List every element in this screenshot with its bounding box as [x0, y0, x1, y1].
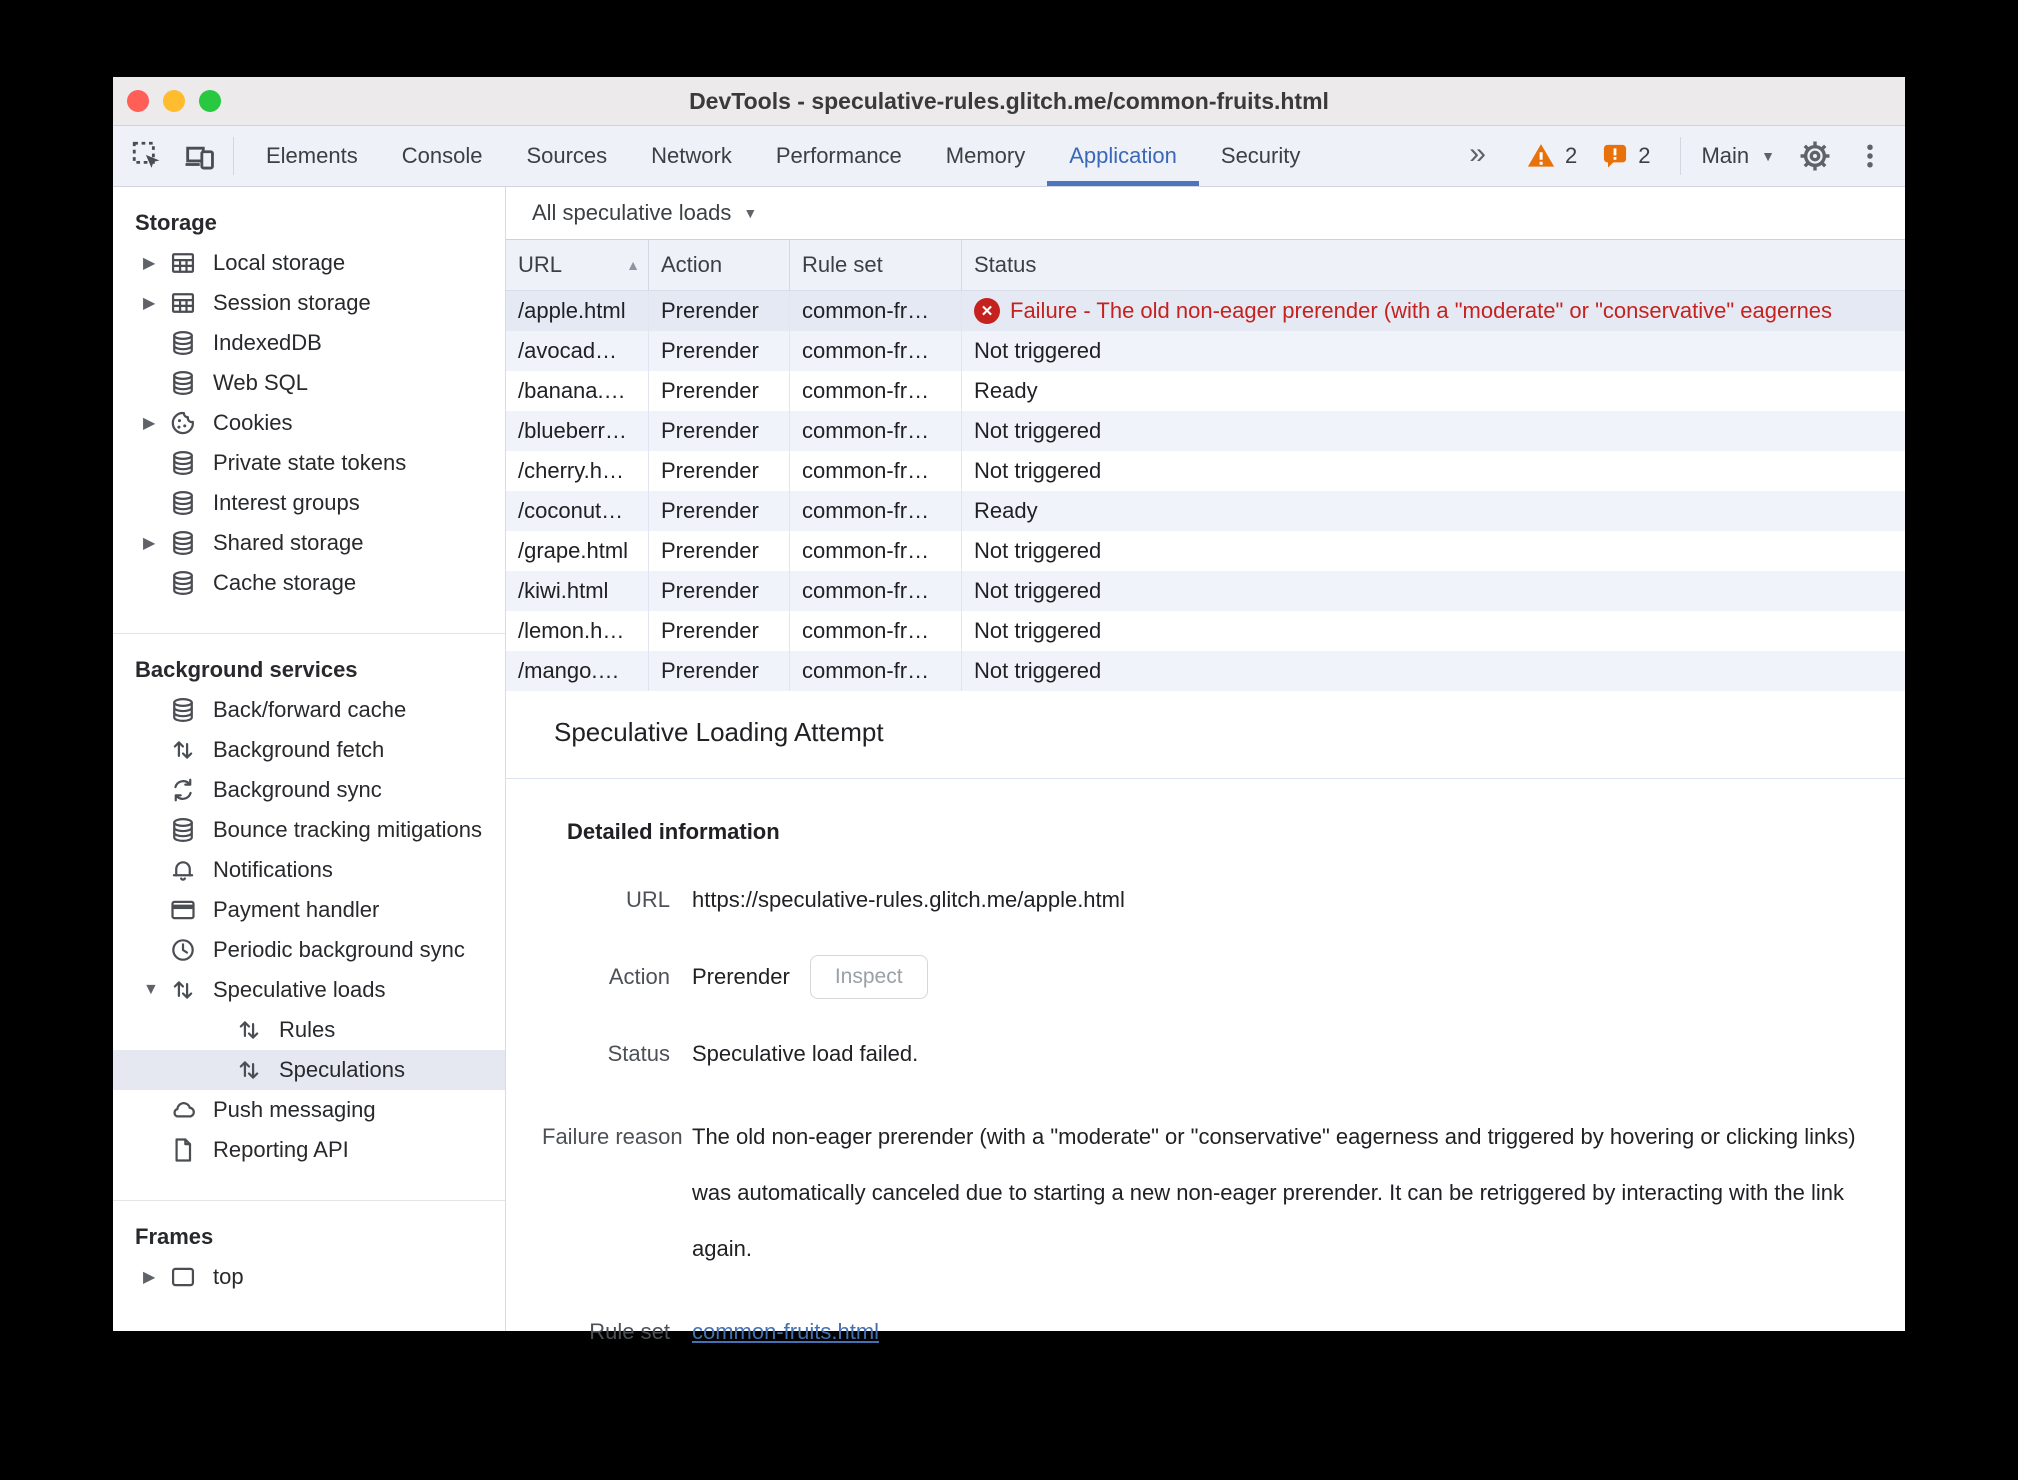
speculations-table-body — [506, 291, 1905, 686]
cell-status — [962, 571, 1905, 611]
cell-url: /kiwi.html — [506, 571, 649, 611]
sidebar-item-label: Payment handler — [213, 897, 380, 922]
issues-icon — [1601, 142, 1629, 170]
table-row[interactable] — [506, 491, 1905, 531]
sidebar-item-interest-groups[interactable] — [113, 483, 505, 523]
tab-elements[interactable]: Elements — [266, 143, 358, 168]
sidebar-item-label: Back/forward cache — [213, 697, 407, 722]
cell-url: /lemon.h… — [506, 611, 649, 651]
toolbar-separator — [233, 137, 234, 175]
database-icon — [169, 489, 197, 517]
sidebar-item-back-forward-cache[interactable] — [113, 690, 505, 730]
detail-field-status — [542, 1037, 1861, 1071]
detail-title-box — [506, 686, 1905, 779]
cell-rule-set: common-fr… — [790, 491, 962, 531]
table-row[interactable] — [506, 531, 1905, 571]
sidebar-item-label: Speculations — [279, 1057, 405, 1082]
sidebar-section-storage — [113, 187, 505, 603]
zoom-window-button[interactable] — [199, 90, 221, 112]
tab-performance[interactable]: Performance — [775, 143, 902, 168]
table-row[interactable] — [506, 451, 1905, 491]
tab-application[interactable]: Application — [1047, 126, 1199, 186]
more-tabs-icon[interactable]: » — [1469, 137, 1486, 170]
sidebar-section-title: Frames — [135, 1224, 214, 1249]
chevron-right-icon[interactable]: ▶ — [143, 415, 156, 432]
database-icon — [169, 816, 197, 844]
cell-url: /apple.html — [506, 291, 649, 331]
database-icon — [169, 369, 197, 397]
cell-action: Prerender — [649, 291, 790, 331]
cell-rule-set: common-fr… — [790, 291, 962, 331]
action-value: Prerender — [692, 964, 790, 989]
warnings-count: 2 — [1564, 143, 1578, 168]
issues-badge[interactable] — [1601, 142, 1650, 170]
sidebar-item-local-storage[interactable] — [113, 243, 505, 283]
devtools-window — [113, 77, 1905, 1344]
speculations-table-header — [506, 240, 1905, 291]
failure-reason-label: Failure reason — [542, 1124, 683, 1149]
sort-ascending-icon: ▲ — [626, 257, 640, 273]
toolbar-separator — [1680, 137, 1681, 175]
speculation-detail-panel — [506, 686, 1905, 1344]
database-icon — [169, 449, 197, 477]
cell-rule-set: common-fr… — [790, 451, 962, 491]
cell-status — [962, 291, 1905, 331]
detail-body — [506, 779, 1905, 1387]
chevron-right-icon[interactable]: ▶ — [143, 295, 156, 312]
action-label: Action — [608, 964, 670, 989]
sidebar-item-label: Reporting API — [213, 1137, 349, 1162]
cell-rule-set: common-fr… — [790, 411, 962, 451]
detail-section-title: Detailed information — [567, 819, 780, 844]
column-header-rule-set[interactable]: Rule set — [790, 240, 962, 290]
document-icon — [169, 1136, 197, 1164]
column-header-url[interactable]: URL ▲ — [506, 240, 649, 290]
url-value: https://speculative-rules.glitch.me/apple.html — [692, 887, 1125, 912]
settings-gear-icon[interactable] — [1797, 138, 1833, 174]
cell-status — [962, 491, 1905, 531]
table-row[interactable] — [506, 651, 1905, 691]
sidebar-item-label: Local storage — [213, 250, 346, 275]
sidebar-item-label: Web SQL — [213, 370, 308, 395]
chevron-down-icon: ▼ — [743, 205, 758, 221]
cell-status — [962, 651, 1905, 691]
table-row[interactable] — [506, 571, 1905, 611]
bell-icon — [169, 856, 197, 884]
cell-action: Prerender — [649, 411, 790, 451]
traffic-lights — [127, 90, 221, 112]
sidebar-item-background-fetch[interactable] — [113, 730, 505, 770]
updown-arrows-icon — [235, 1056, 263, 1084]
cell-status — [962, 371, 1905, 411]
warnings-badge[interactable] — [1526, 141, 1577, 171]
sidebar-item-label: Push messaging — [213, 1097, 376, 1122]
cloud-icon — [169, 1096, 197, 1124]
chevron-right-icon[interactable]: ▶ — [143, 255, 156, 272]
tab-memory[interactable]: Memory — [945, 143, 1026, 168]
database-icon — [169, 569, 197, 597]
sidebar-item-speculations[interactable] — [113, 1050, 505, 1090]
cell-status — [962, 611, 1905, 651]
status-text: Not triggered — [974, 618, 1102, 643]
sidebar-item-label: Private state tokens — [213, 450, 407, 475]
cell-rule-set: common-fr… — [790, 331, 962, 371]
sidebar-item-speculative-loads[interactable] — [113, 970, 505, 1010]
sidebar-item-notifications[interactable] — [113, 850, 505, 890]
database-icon — [169, 529, 197, 557]
sidebar-item-rules[interactable] — [113, 1010, 505, 1050]
url-label: URL — [625, 887, 670, 912]
table-icon — [169, 289, 197, 317]
database-icon — [169, 696, 197, 724]
sidebar-item-label: Session storage — [213, 290, 371, 315]
chevron-down-icon[interactable]: ▼ — [143, 981, 159, 998]
cell-action: Prerender — [649, 611, 790, 651]
speculations-toolbar — [506, 187, 1905, 240]
sidebar-item-background-sync[interactable] — [113, 770, 505, 810]
sidebar-item-label: Cache storage — [213, 570, 357, 595]
sidebar-item-label: Periodic background sync — [213, 937, 465, 962]
sidebar-item-reporting-api[interactable] — [113, 1130, 505, 1170]
updown-arrows-icon — [169, 736, 197, 764]
sidebar-section-background-services — [113, 633, 505, 1170]
status-text: Not triggered — [974, 658, 1102, 683]
updown-arrows-icon — [235, 1016, 263, 1044]
chevron-right-icon[interactable]: ▶ — [143, 1269, 156, 1286]
detail-field-url — [542, 883, 1861, 917]
chevron-down-icon: ▼ — [1761, 148, 1775, 164]
table-row[interactable] — [506, 611, 1905, 651]
issues-count: 2 — [1638, 143, 1651, 168]
detail-field-action — [542, 955, 1861, 999]
sidebar-item-label: Cookies — [213, 410, 293, 435]
sidebar-item-indexeddb[interactable] — [113, 323, 505, 363]
table-row[interactable] — [506, 291, 1905, 331]
sidebar-section-title: Storage — [135, 210, 217, 235]
status-text: Ready — [974, 498, 1038, 523]
column-header-action[interactable]: Action — [649, 240, 790, 290]
status-text: Ready — [974, 378, 1038, 403]
failure-icon: ✕ — [974, 298, 1000, 324]
cell-action: Prerender — [649, 651, 790, 691]
table-icon — [169, 249, 197, 277]
sidebar-item-label: top — [213, 1264, 244, 1289]
speculative-loads-filter-dropdown[interactable] — [532, 200, 757, 226]
content-area — [113, 187, 1905, 1344]
tab-network[interactable]: Network — [651, 143, 732, 168]
sidebar-item-push-messaging[interactable] — [113, 1090, 505, 1130]
cell-status — [962, 331, 1905, 371]
sidebar-item-label: Background fetch — [213, 737, 385, 762]
detail-field-failure-reason — [542, 1109, 1861, 1277]
status-text: Not triggered — [974, 418, 1102, 443]
cell-url: /grape.html — [506, 531, 649, 571]
failure-reason-value: The old non-eager prerender (with a "moderate" or "conservative" eagerness and triggered by hovering or clicking links) was automatically canceled due to starting a new non-eager prerender. It can be retriggered by interacting with the link again. — [692, 1124, 1856, 1261]
cell-action: Prerender — [649, 491, 790, 531]
cell-rule-set: common-fr… — [790, 611, 962, 651]
sidebar-section-frames — [113, 1200, 505, 1297]
frame-icon — [169, 1263, 197, 1291]
sidebar-item-periodic-background-sync[interactable] — [113, 930, 505, 970]
table-row[interactable] — [506, 371, 1905, 411]
chevron-right-icon[interactable]: ▶ — [143, 535, 156, 552]
status-value: Speculative load failed. — [692, 1041, 919, 1066]
cell-status — [962, 531, 1905, 571]
sidebar-item-label: Bounce tracking mitigations — [213, 817, 483, 842]
toggle-device-toolbar-icon[interactable] — [181, 138, 217, 174]
sidebar-item-private-state-tokens[interactable] — [113, 443, 505, 483]
minimize-window-button[interactable] — [163, 90, 185, 112]
cell-url: /banana.… — [506, 371, 649, 411]
main-context-dropdown[interactable] — [1701, 143, 1775, 169]
cell-url: /mango.… — [506, 651, 649, 691]
sidebar-item-session-storage[interactable] — [113, 283, 505, 323]
application-sidebar — [113, 187, 506, 1331]
status-label: Status — [607, 1041, 670, 1066]
sidebar-item-cache-storage[interactable] — [113, 563, 505, 603]
filter-label: All speculative loads — [532, 200, 732, 225]
sidebar-item-label: IndexedDB — [213, 330, 322, 355]
sidebar-item-web-sql[interactable] — [113, 363, 505, 403]
sidebar-item-cookies[interactable] — [113, 403, 505, 443]
inspect-button[interactable]: Inspect — [810, 955, 928, 999]
table-row[interactable] — [506, 331, 1905, 371]
sidebar-item-label: Shared storage — [213, 530, 364, 555]
status-text: Failure - The old non-eager prerender (with a "moderate" or "conservative" eagernes — [1010, 298, 1833, 323]
cell-rule-set: common-fr… — [790, 651, 962, 691]
sidebar-item-payment-handler[interactable] — [113, 890, 505, 930]
warning-triangle-icon — [1526, 141, 1556, 171]
tab-console[interactable]: Console — [401, 143, 483, 168]
sidebar-section-title: Background services — [135, 657, 358, 682]
status-text: Not triggered — [974, 338, 1102, 363]
sidebar-item-label: Rules — [279, 1017, 336, 1042]
sidebar-item-label: Interest groups — [213, 490, 360, 515]
tab-sources[interactable]: Sources — [526, 143, 608, 168]
cell-status — [962, 451, 1905, 491]
detail-field-rule-set — [542, 1315, 1861, 1349]
cell-url: /coconut… — [506, 491, 649, 531]
status-text: Not triggered — [974, 458, 1102, 483]
column-header-status[interactable]: Status — [974, 252, 1037, 277]
cell-url: /cherry.h… — [506, 451, 649, 491]
close-window-button[interactable] — [127, 90, 149, 112]
tab-strip — [244, 126, 1322, 186]
status-text: Not triggered — [974, 538, 1102, 563]
cell-url: /avocad… — [506, 331, 649, 371]
tabbar-right-cluster — [1459, 137, 1905, 175]
rule-set-label: Rule set — [589, 1319, 670, 1344]
sync-icon — [169, 776, 197, 804]
cell-status — [962, 411, 1905, 451]
cell-url: /blueberr… — [506, 411, 649, 451]
inspect-element-icon[interactable] — [129, 138, 165, 174]
cell-rule-set: common-fr… — [790, 571, 962, 611]
cell-action: Prerender — [649, 531, 790, 571]
more-options-icon[interactable] — [1855, 141, 1885, 171]
sidebar-item-shared-storage[interactable] — [113, 523, 505, 563]
cell-action: Prerender — [649, 371, 790, 411]
status-text: Not triggered — [974, 578, 1102, 603]
main-context-label: Main — [1701, 143, 1750, 168]
sidebar-item-label: Notifications — [213, 857, 333, 882]
sidebar-item-top[interactable] — [113, 1257, 505, 1297]
sidebar-item-label: Speculative loads — [213, 977, 386, 1002]
updown-arrows-icon — [169, 976, 197, 1004]
database-icon — [169, 329, 197, 357]
tab-security[interactable]: Security — [1220, 143, 1301, 168]
cell-action: Prerender — [649, 451, 790, 491]
sidebar-item-bounce-tracking-mitigations[interactable] — [113, 810, 505, 850]
cell-rule-set: common-fr… — [790, 531, 962, 571]
window-title: DevTools - speculative-rules.glitch.me/common-fruits.html — [689, 87, 1329, 114]
payment-card-icon — [169, 896, 197, 924]
sidebar-item-label: Background sync — [213, 777, 382, 802]
cookie-icon — [169, 409, 197, 437]
rule-set-link[interactable]: common-fruits.html — [692, 1319, 880, 1344]
main-panel — [506, 187, 1905, 1344]
cell-action: Prerender — [649, 571, 790, 611]
clock-icon — [169, 936, 197, 964]
devtools-tabbar — [113, 126, 1905, 187]
cell-action: Prerender — [649, 331, 790, 371]
detail-title: Speculative Loading Attempt — [554, 716, 884, 747]
table-row[interactable] — [506, 411, 1905, 451]
cell-rule-set: common-fr… — [790, 371, 962, 411]
titlebar — [113, 77, 1905, 126]
